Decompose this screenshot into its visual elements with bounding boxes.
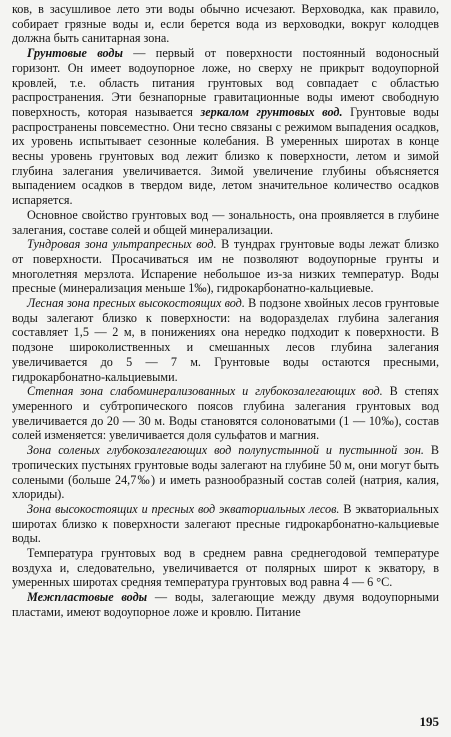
paragraph-text: В тундрах грунтовые воды лежат близко от поверхности. Просачиваться им не позволяют водоупорные грунты и многолетняя мерзлота. Испарение небольшое из-за низких температур. Воды пресные (минерализация меньше 1‰), гидрокарбонатно-кальциевые. <box>12 237 439 296</box>
page-number: 195 <box>419 714 439 730</box>
term-interstratal-water: Межпластовые воды <box>27 590 148 605</box>
paragraph-forest-zone <box>12 296 439 384</box>
paragraph-text: — первый от поверхности постоянный водоносный горизонт. Он имеет водоупорное ложе, но сверху не прикрыт водоупорной кровлей, т.е. область питания грунтовых вод совпадает с областью распространения. Эти безнапорные гравитационные воды имеют свободную поверхность, которая называется <box>12 46 439 119</box>
paragraph-verkhovodka-end: ков, в засушливое лето эти воды обычно исчезают. Верховодка, как правило, собирает грязные воды и, если берется вода из верховодки, вокруг колодцев должна быть санитарная зона. <box>12 2 439 46</box>
zone-title-equatorial: Зона высокостоящих и пресных вод экваториальных лесов. <box>27 501 340 516</box>
paragraph-equatorial-zone <box>12 502 439 546</box>
zone-title-forest: Лесная зона пресных высокостоящих вод. <box>27 296 245 311</box>
paragraph-temperature: Температура грунтовых вод в среднем равна среднегодовой температуре воздуха и, следовательно, увеличивается от полярных широт к экватору, в умеренных широтах средняя температура грунтовых вод равна 4 — 6 °С. <box>12 546 439 590</box>
term-water-table: зеркалом грунтовых вод. <box>200 104 343 119</box>
paragraph-text: Грунтовые воды распространены повсеместно. Они тесно связаны с режимом выпадения осадков, их уровень испытывает сезонные колебания. В умеренных широтах в конце весны уровень грунтовых вод лежит близко к поверхности, летом и зимой глубина залегания увеличивается. Зимой увеличение глубины объясняется выпадением осадков в твердом виде, летом значительное количество осадков испаряется. <box>12 104 439 208</box>
paragraph-interstratal-water <box>12 590 439 619</box>
zone-title-steppe: Степная зона слабоминерализованных и глубокозалегающих вод. <box>27 384 383 399</box>
paragraph-groundwater-definition <box>12 46 439 208</box>
paragraph-desert-zone <box>12 443 439 502</box>
zone-title-tundra: Тундровая зона ультрапресных вод. <box>27 237 217 252</box>
zone-title-desert: Зона соленых глубокозалегающих вод полупустынной и пустынной зон. <box>27 443 424 458</box>
term-groundwater: Грунтовые воды <box>27 46 123 61</box>
paragraph-text: В экваториальных широтах близко к поверхности залегают пресные гидрокарбонатно-кальциевые воды. <box>12 501 439 546</box>
paragraph-text: В тропических пустынях грунтовые воды залегают на глубине 50 м, они могут быть солеными (больше 24,7‰) и иметь разнообразный состав солей (натрия, калия, хлориды). <box>12 443 439 502</box>
paragraph-tundra-zone <box>12 237 439 296</box>
paragraph-text: — воды, залегающие между двумя водоупорными пластами, имеют водоупорное ложе и кровлю. Питание <box>12 590 439 619</box>
paragraph-text: В подзоне хвойных лесов грунтовые воды залегают близко к поверхности: на водоразделах глубина залегания составляет 1,5 — 2 м, в понижениях она нередко подходит к поверхности. В подзоне широколиственных и смешанных лесов глубина залегания увеличивается до 5 — 7 м. Грунтовые воды остаются пресными, гидрокарбонатно-кальциевыми. <box>12 296 439 384</box>
paragraph-steppe-zone <box>12 384 439 443</box>
paragraph-zonality: Основное свойство грунтовых вод — зональность, она проявляется в глубине залегания, составе солей и общей минерализации. <box>12 207 439 237</box>
paragraph-text: В степях умеренного и субтропического поясов глубина залегания грунтовых вод увеличивается до 20 — 30 м. Воды становятся солоноватыми (1 — 10‰), состав солей изменяется: увеличивается доля сульфатов и магния. <box>12 384 440 443</box>
